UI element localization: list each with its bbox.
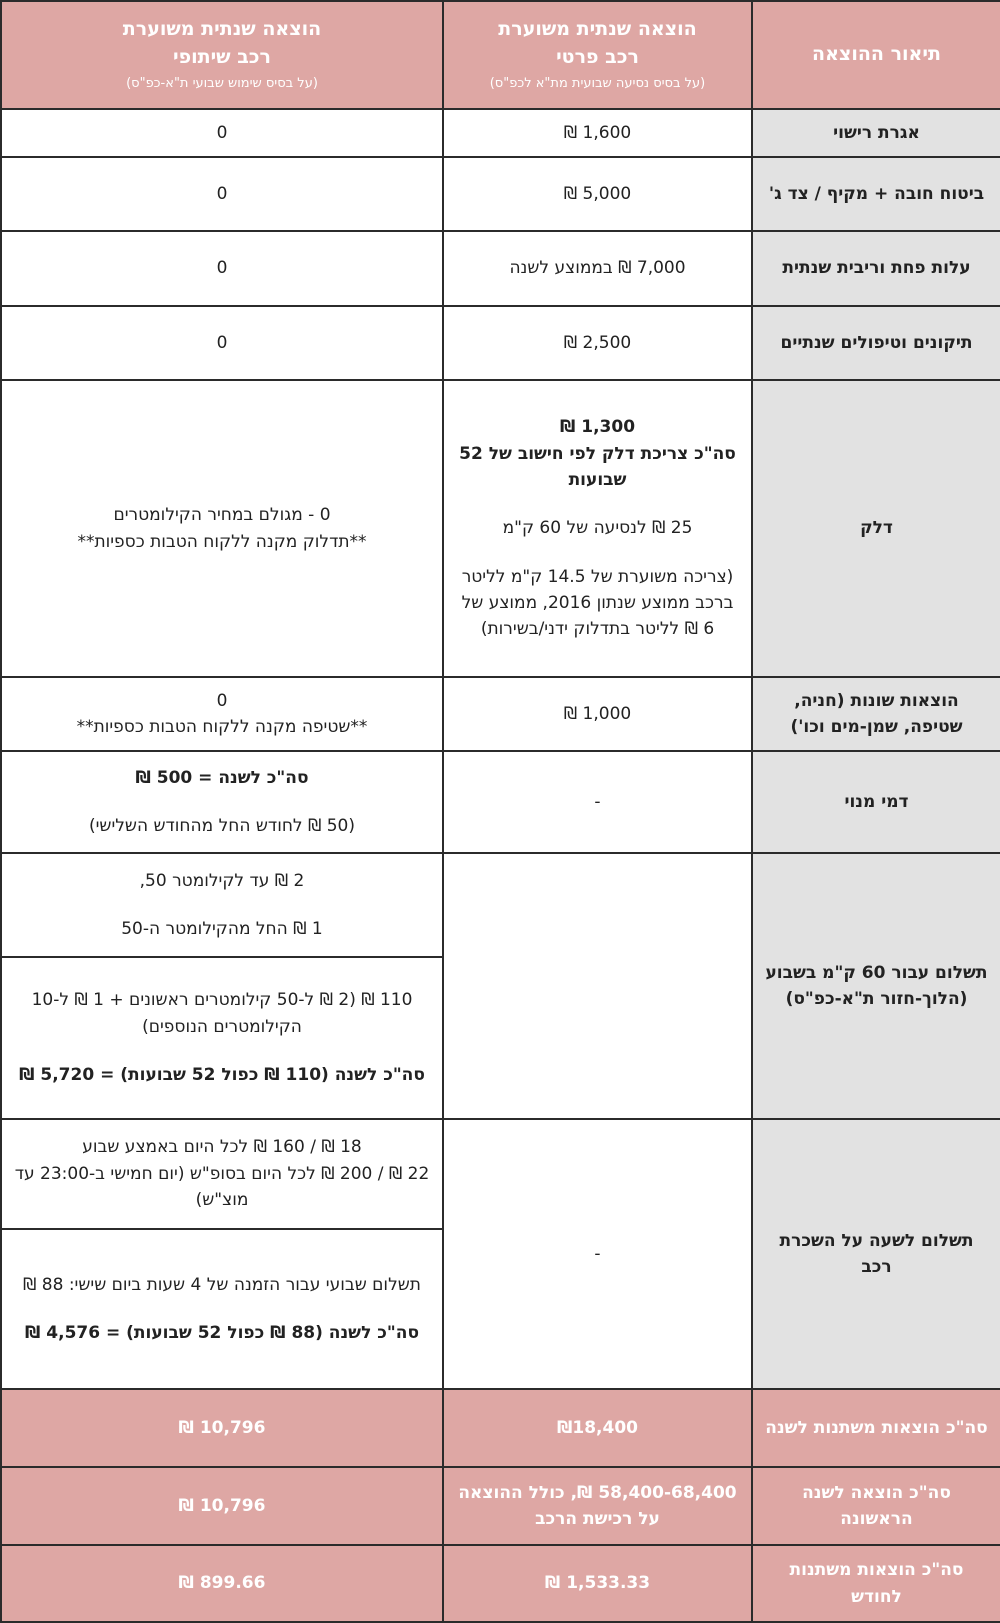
distance-shared-b	[1, 957, 443, 1119]
header-shared-car	[1, 1, 443, 109]
misc-shared	[1, 677, 443, 751]
membership-shared-note: (50 ₪ לחודש החל מהחודש השלישי)	[88, 816, 356, 836]
row-depreciation	[1, 231, 1000, 306]
distance-private	[443, 853, 752, 1119]
fuel-private-note: (צריכה משוערת של 14.5 ק"מ לליטר ברכב ממוצע שנתון 2016, ממוצע של 6 ₪ לליטר בתדלוק ידני/בשירות)	[461, 566, 734, 640]
fuel-shared-line1: 0 - מגולם במחיר הקילומטרים	[113, 505, 331, 526]
hourly-shared-a2: 22 ₪ / 200 ₪ לכל היום בסופ"ש (יום חמישי ב-23:00 עד מוצ"ש)	[14, 1163, 430, 1211]
row-total-monthly	[1, 1545, 1000, 1622]
distance-shared-b2: סה"כ לשנה (110 ₪ כפול 52 שבועות) = 5,720 ₪	[19, 1065, 425, 1086]
depreciation-label: עלות פחת וריבית שנתית	[752, 231, 1000, 306]
total-monthly-private: 1,533.33 ₪	[443, 1545, 752, 1622]
header-description-text: תיאור ההוצאה	[812, 43, 941, 66]
hourly-shared-b	[1, 1229, 443, 1389]
distance-label: תשלום עבור 60 ק"מ בשבוע (הלוך-חזור ת"א-כפ"ס)	[752, 853, 1000, 1119]
total-monthly-shared: 899.66 ₪	[1, 1545, 443, 1622]
hourly-shared-b2: סה"כ לשנה (88 ₪ כפול 52 שבועות) = 4,576 ₪	[24, 1323, 419, 1343]
license-label: אגרת רישוי	[752, 109, 1000, 157]
row-fuel	[1, 380, 1000, 677]
license-shared: 0	[1, 109, 443, 157]
membership-shared-bold: סה"כ לשנה = 500 ₪	[135, 767, 309, 788]
row-total-first-year	[1, 1467, 1000, 1545]
header-shared-note: (על בסיס שימוש שבועי ת"א-כפ"ס)	[126, 76, 318, 92]
license-private: 1,600 ₪	[443, 109, 752, 157]
repairs-label: תיקונים וטיפולים שנתיים	[752, 306, 1000, 380]
depreciation-private: 7,000 ₪ בממוצע לשנה	[443, 231, 752, 306]
total-monthly-label: סה"כ הוצאות משתנות לחודש	[752, 1545, 1000, 1622]
row-misc	[1, 677, 1000, 751]
insurance-shared: 0	[1, 157, 443, 231]
repairs-shared: 0	[1, 306, 443, 380]
header-private-line2: רכב פרטי	[556, 45, 639, 68]
misc-private: 1,000 ₪	[443, 677, 752, 751]
total-annual-shared: 10,796 ₪	[1, 1389, 443, 1467]
membership-private: -	[443, 751, 752, 853]
fuel-private-amount: 1,300 ₪	[559, 417, 636, 438]
hourly-private: -	[443, 1119, 752, 1389]
row-license	[1, 109, 1000, 157]
misc-label: הוצאות שונות (חניה, שטיפה, שמן-מים וכו')	[752, 677, 1000, 751]
total-first-year-private: 58,400-68,400 ₪, כולל ההוצאה על רכישת הרכב	[443, 1467, 752, 1545]
membership-shared	[1, 751, 443, 853]
distance-shared-a	[1, 853, 443, 957]
header-private-car	[443, 1, 752, 109]
total-annual-private: ₪18,400	[443, 1389, 752, 1467]
fuel-private-bold: סה"כ צריכת דלק לפי חישוב של 52 שבועות	[459, 443, 736, 490]
hourly-shared-a	[1, 1119, 443, 1229]
row-membership	[1, 751, 1000, 853]
row-insurance	[1, 157, 1000, 231]
fuel-shared	[1, 380, 443, 677]
distance-shared-b1: 110 ₪ (2 ₪ ל-50 קילומטרים ראשונים + 1 ₪ ל-10 הקילומטרים הנוספים)	[31, 990, 413, 1037]
fuel-shared-line2: **תדלוק מקנה ללקוח הטבות כספיות**	[77, 531, 367, 552]
header-row	[1, 1, 1000, 109]
hourly-label: תשלום לשעה על השכרת רכב	[752, 1119, 1000, 1389]
header-private-note: (על בסיס נסיעה שבועית מת"א לכפ"ס)	[489, 76, 706, 92]
header-shared-line1: הוצאה שנתית משוערת	[122, 18, 322, 41]
distance-shared-a2: 1 ₪ החל מהקילומטר ה-50	[121, 919, 323, 939]
misc-shared-line2: **שטיפה מקנה ללקוח הטבות כספיות**	[76, 717, 368, 737]
insurance-label: ביטוח חובה + מקיף / צד ג'	[752, 157, 1000, 231]
distance-shared-a1: 2 ₪ עד לקילומטר 50,	[139, 870, 305, 891]
membership-label: דמי מנוי	[752, 751, 1000, 853]
hourly-shared-b1: תשלום שבועי עבור הזמנה של 4 שעות ביום שישי: 88 ₪	[23, 1274, 421, 1295]
total-annual-label: סה"כ הוצאות משתנות לשנה	[752, 1389, 1000, 1467]
header-private-line1: הוצאה שנתית משוערת	[498, 18, 697, 41]
depreciation-shared: 0	[1, 231, 443, 306]
header-description	[752, 1, 1000, 109]
fuel-private-trip: 25 ₪ לנסיעה של 60 ק"מ	[502, 518, 693, 539]
row-total-annual	[1, 1389, 1000, 1467]
fuel-label: דלק	[752, 380, 1000, 677]
row-repairs	[1, 306, 1000, 380]
header-shared-line2: רכב שיתופי	[173, 45, 271, 68]
insurance-private: 5,000 ₪	[443, 157, 752, 231]
fuel-private	[443, 380, 752, 677]
hourly-shared-a1: 18 ₪ / 160 ₪ לכל היום באמצע שבוע	[82, 1137, 362, 1158]
row-hourly-a	[1, 1119, 1000, 1229]
misc-shared-line1: 0	[216, 690, 228, 711]
total-first-year-shared: 10,796 ₪	[1, 1467, 443, 1545]
row-distance-a	[1, 853, 1000, 957]
repairs-private: 2,500 ₪	[443, 306, 752, 380]
total-first-year-label: סה"כ הוצאה לשנה הראשונה	[752, 1467, 1000, 1545]
